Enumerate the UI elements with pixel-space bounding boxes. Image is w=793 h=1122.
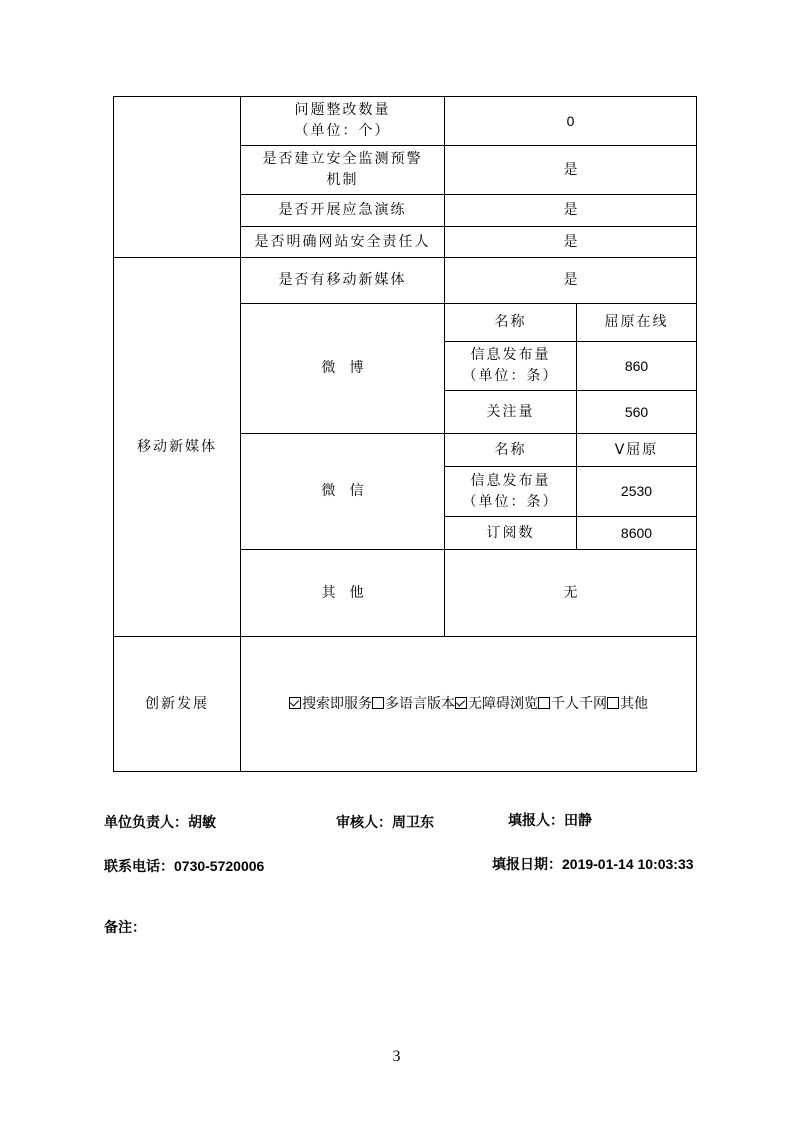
weibo-followers-label: 关注量: [445, 391, 577, 434]
weibo-posts-label: 信息发布量 （单位：条）: [445, 342, 577, 391]
option-search-service[interactable]: [289, 696, 372, 712]
monitoring-value: 是: [445, 146, 697, 195]
other-media-label: 其 他: [241, 550, 445, 637]
security-section-cell: [114, 97, 241, 258]
wechat-name-label: 名称: [445, 434, 577, 467]
media-section-label: 移动新媒体: [114, 258, 241, 637]
filler: [508, 810, 592, 830]
wechat-subscribers-value: 8600: [577, 517, 697, 550]
option-label: 多语言版本: [385, 695, 455, 712]
reviewer-value: 周卫东: [392, 815, 434, 831]
wechat-name-value: V屈原: [577, 434, 697, 467]
fill-date-value: 2019-01-14 10:03:33: [562, 856, 694, 872]
report-table: [113, 96, 697, 772]
responsible-value: 是: [445, 227, 697, 258]
option-multilingual[interactable]: [372, 696, 455, 712]
checkbox-icon: [607, 697, 619, 709]
monitoring-label: 是否建立安全监测预警 机制: [241, 146, 445, 195]
option-label: 搜索即服务: [302, 695, 372, 712]
reviewer: [336, 812, 434, 832]
innovation-label: 创新发展: [114, 637, 241, 772]
other-media-value: 无: [445, 550, 697, 637]
option-personalized[interactable]: [538, 696, 607, 712]
wechat-subscribers-label: 订阅数: [445, 517, 577, 550]
has-media-value: 是: [445, 258, 697, 304]
remarks-label: 备注：: [104, 920, 146, 936]
wechat-label: 微 信: [241, 434, 445, 550]
fill-date-label: 填报日期：: [492, 857, 562, 873]
wechat-posts-label: 信息发布量 （单位：条）: [445, 467, 577, 517]
drill-label: 是否开展应急演练: [241, 195, 445, 227]
phone-label: 联系电话：: [104, 859, 174, 875]
weibo-name-label: 名称: [445, 304, 577, 342]
option-other[interactable]: [607, 696, 648, 712]
option-label: 无障碍浏览: [468, 695, 538, 712]
drill-value: 是: [445, 195, 697, 227]
issues-fixed-label: 问题整改数量 （单位：个）: [241, 97, 445, 146]
option-label: 千人千网: [551, 695, 607, 712]
weibo-name-value: 屈原在线: [577, 304, 697, 342]
checkbox-icon: [372, 697, 384, 709]
has-media-label: 是否有移动新媒体: [241, 258, 445, 304]
checkbox-icon: [289, 697, 301, 709]
phone: [104, 856, 264, 876]
checkbox-icon: [455, 697, 467, 709]
weibo-posts-value: 860: [577, 342, 697, 391]
weibo-followers-value: 560: [577, 391, 697, 434]
issues-fixed-value: 0: [445, 97, 697, 146]
filler-value: 田静: [564, 813, 592, 829]
checkbox-icon: [538, 697, 550, 709]
responsible-label: 是否明确网站安全责任人: [241, 227, 445, 258]
phone-value: 0730-5720006: [174, 858, 265, 874]
unit-head-value: 胡敏: [188, 815, 216, 831]
filler-label: 填报人：: [508, 813, 564, 829]
fill-date: [492, 854, 694, 874]
unit-head-label: 单位负责人：: [104, 815, 188, 831]
unit-head: [104, 812, 216, 832]
option-label: 其他: [620, 695, 648, 712]
wechat-posts-value: 2530: [577, 467, 697, 517]
reviewer-label: 审核人：: [336, 815, 392, 831]
page-number: 3: [392, 1048, 401, 1065]
option-accessibility[interactable]: [455, 696, 538, 712]
weibo-label: 微 博: [241, 304, 445, 434]
innovation-options: [241, 637, 697, 772]
